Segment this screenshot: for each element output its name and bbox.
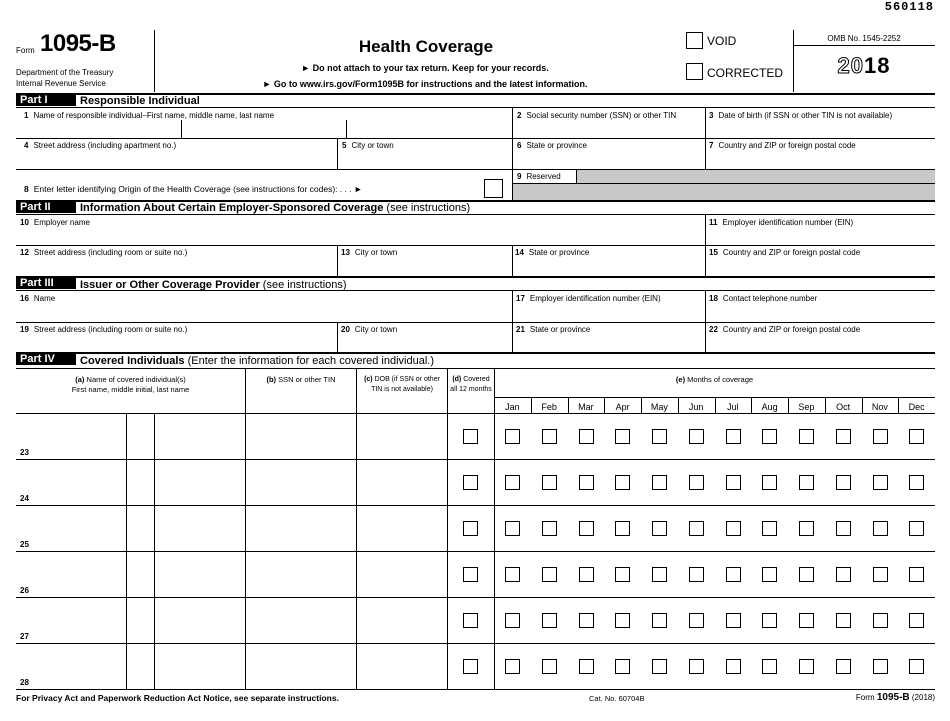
month-checkbox-dec[interactable] <box>909 521 924 536</box>
covered-all-12-months-checkbox[interactable] <box>463 429 478 444</box>
footer-form-id <box>856 692 935 703</box>
field12-label: 12 Street address (including room or suite no.) <box>20 248 188 257</box>
month-checkbox-jan[interactable] <box>505 475 520 490</box>
month-checkbox-jun[interactable] <box>689 613 704 628</box>
field8-origin-input[interactable] <box>484 179 503 198</box>
field17-label: 17 Employer identification number (EIN) <box>516 294 661 303</box>
part4-title-main: Covered Individuals <box>80 355 185 367</box>
month-checkbox-oct[interactable] <box>836 567 851 582</box>
name-last-input[interactable] <box>155 506 245 550</box>
month-checkbox-aug[interactable] <box>762 567 777 582</box>
month-checkbox-oct[interactable] <box>836 659 851 674</box>
month-checkbox-aug[interactable] <box>762 429 777 444</box>
instruction-go-to: ► Go to www.irs.gov/Form1095B for instructions and the latest information. <box>262 79 588 89</box>
col-a-header: (a) Name of covered individual(s) First name, middle initial, last name <box>71 375 190 394</box>
part4-title-note: (Enter the information for each covered individual.) <box>184 355 434 367</box>
field2-label: 2 Social security number (SSN) or other TIN <box>517 111 677 120</box>
month-header-aug: Aug <box>761 402 778 412</box>
month-checkbox-dec[interactable] <box>909 429 924 444</box>
month-checkbox-nov[interactable] <box>873 429 888 444</box>
part2-tag: Part II <box>16 201 76 213</box>
covered-all-12-months-checkbox[interactable] <box>463 613 478 628</box>
corrected-label: CORRECTED <box>707 66 784 80</box>
name-middle-input[interactable] <box>127 506 154 550</box>
month-checkbox-jun[interactable] <box>689 475 704 490</box>
month-checkbox-jul[interactable] <box>726 475 741 490</box>
col-d-header: (d) Covered all 12 months <box>450 376 492 393</box>
month-checkbox-nov[interactable] <box>873 659 888 674</box>
month-checkbox-feb[interactable] <box>542 659 557 674</box>
month-checkbox-jan[interactable] <box>505 429 520 444</box>
month-header-sep: Sep <box>798 402 815 412</box>
name-first-input[interactable] <box>16 460 126 504</box>
tax-year <box>793 53 935 79</box>
month-checkbox-may[interactable] <box>652 567 667 582</box>
footer-form-number: 1095-B <box>876 692 910 703</box>
footer-form-word: Form <box>855 693 875 702</box>
serial-number: 560118 <box>884 0 934 14</box>
covered-all-12-months-checkbox[interactable] <box>463 659 478 674</box>
reserved-shaded <box>577 170 935 183</box>
month-header-oct: Oct <box>836 402 851 412</box>
month-checkbox-may[interactable] <box>652 613 667 628</box>
month-header-jun: Jun <box>688 402 704 412</box>
col-c-header: (c) DOB (if SSN or other TIN is not available) <box>364 376 440 393</box>
part4-title <box>80 355 434 367</box>
month-checkbox-jul[interactable] <box>726 429 741 444</box>
month-checkbox-feb[interactable] <box>542 475 557 490</box>
month-checkbox-oct[interactable] <box>836 429 851 444</box>
part2-title-note: (see instructions) <box>383 202 471 214</box>
month-checkbox-aug[interactable] <box>762 613 777 628</box>
field1-input[interactable] <box>16 121 511 137</box>
name-first-input[interactable] <box>16 644 126 688</box>
month-checkbox-dec[interactable] <box>909 475 924 490</box>
reserved-shaded-lower <box>513 184 935 200</box>
form-title: Health Coverage <box>358 37 494 56</box>
field11-label: 11 Employer identification number (EIN) <box>709 218 854 227</box>
month-checkbox-apr[interactable] <box>615 475 630 490</box>
cat-number: Cat. No. 60704B <box>589 694 645 703</box>
dob-input[interactable] <box>357 414 447 458</box>
field1-label: 1 Name of responsible individual–First name, middle name, last name <box>24 111 275 120</box>
month-checkbox-jun[interactable] <box>689 521 704 536</box>
month-checkbox-apr[interactable] <box>615 429 630 444</box>
dob-input[interactable] <box>357 644 447 688</box>
month-header-mar: Mar <box>578 402 594 412</box>
part2-title <box>80 202 470 214</box>
month-checkbox-nov[interactable] <box>873 475 888 490</box>
name-last-input[interactable] <box>155 552 245 596</box>
month-checkbox-jun[interactable] <box>689 429 704 444</box>
part1-title: Responsible Individual <box>80 95 200 107</box>
month-checkbox-oct[interactable] <box>836 613 851 628</box>
name-last-input[interactable] <box>155 460 245 504</box>
month-checkbox-sep[interactable] <box>799 567 814 582</box>
month-checkbox-sep[interactable] <box>799 475 814 490</box>
dept-irs: Internal Revenue Service <box>16 79 106 88</box>
dob-input[interactable] <box>357 598 447 642</box>
month-checkbox-may[interactable] <box>652 429 667 444</box>
month-checkbox-apr[interactable] <box>615 567 630 582</box>
field9-label: 9 Reserved <box>517 172 561 181</box>
field8-label: 8 Enter letter identifying Origin of the Health Coverage (see instructions for codes): . . . ► <box>24 184 363 194</box>
ssn-input[interactable] <box>246 552 356 596</box>
ssn-input[interactable] <box>246 460 356 504</box>
covered-all-12-months-checkbox[interactable] <box>463 475 478 490</box>
field16-label: 16 Name <box>20 294 56 303</box>
month-checkbox-feb[interactable] <box>542 429 557 444</box>
month-header-apr: Apr <box>615 402 630 412</box>
field6-label: 6 State or province <box>517 141 587 150</box>
field10-label: 10 Employer name <box>20 218 90 227</box>
instruction-do-not-attach: ► Do not attach to your tax return. Keep for your records. <box>301 63 549 73</box>
month-checkbox-jul[interactable] <box>726 659 741 674</box>
month-checkbox-oct[interactable] <box>836 475 851 490</box>
month-checkbox-jan[interactable] <box>505 521 520 536</box>
ssn-input[interactable] <box>246 598 356 642</box>
month-checkbox-jul[interactable] <box>726 613 741 628</box>
name-first-input[interactable] <box>16 598 126 642</box>
field20-label: 20 City or town <box>341 325 398 334</box>
part2-title-main: Information About Certain Employer-Sponsored Coverage <box>80 202 384 214</box>
field3-label: 3 Date of birth (if SSN or other TIN is not available) <box>709 111 893 120</box>
month-checkbox-jul[interactable] <box>726 567 741 582</box>
form-word: Form <box>16 46 35 55</box>
footer-form-year: (2018) <box>911 693 935 702</box>
dept-treasury: Department of the Treasury <box>16 68 114 77</box>
month-checkbox-nov[interactable] <box>873 521 888 536</box>
omb-number: OMB No. 1545-2252 <box>827 34 901 43</box>
month-checkbox-mar[interactable] <box>579 521 594 536</box>
month-checkbox-jul[interactable] <box>726 521 741 536</box>
month-checkbox-mar[interactable] <box>579 429 594 444</box>
month-checkbox-apr[interactable] <box>615 613 630 628</box>
month-checkbox-mar[interactable] <box>579 659 594 674</box>
month-checkbox-jun[interactable] <box>689 659 704 674</box>
row-number: 26 <box>20 586 29 595</box>
month-checkbox-may[interactable] <box>652 475 667 490</box>
row-number: 28 <box>20 678 29 687</box>
month-checkbox-feb[interactable] <box>542 613 557 628</box>
col-e-header: (e) Months of coverage <box>675 375 754 384</box>
part3-title-note: (see instructions) <box>259 279 347 291</box>
month-checkbox-sep[interactable] <box>799 659 814 674</box>
month-checkbox-sep[interactable] <box>799 429 814 444</box>
month-checkbox-apr[interactable] <box>615 521 630 536</box>
row-number: 25 <box>20 540 29 549</box>
part3-title-main: Issuer or Other Coverage Provider <box>80 279 260 291</box>
month-checkbox-nov[interactable] <box>873 613 888 628</box>
dob-input[interactable] <box>357 552 447 596</box>
month-checkbox-jan[interactable] <box>505 659 520 674</box>
month-header-may: May <box>650 402 668 412</box>
ssn-input[interactable] <box>246 506 356 550</box>
void-checkbox[interactable] <box>686 32 703 49</box>
month-checkbox-sep[interactable] <box>799 521 814 536</box>
month-header-nov: Nov <box>871 402 888 412</box>
month-checkbox-dec[interactable] <box>909 567 924 582</box>
month-checkbox-aug[interactable] <box>762 659 777 674</box>
field18-label: 18 Contact telephone number <box>709 294 818 303</box>
month-checkbox-feb[interactable] <box>542 567 557 582</box>
month-header-feb: Feb <box>541 402 557 412</box>
name-first-input[interactable] <box>16 414 126 458</box>
month-checkbox-mar[interactable] <box>579 475 594 490</box>
field21-label: 21 State or province <box>516 325 591 334</box>
col-b-header: (b) SSN or other TIN <box>266 375 336 384</box>
field5-label: 5 City or town <box>342 141 394 150</box>
month-checkbox-mar[interactable] <box>579 567 594 582</box>
covered-all-12-months-checkbox[interactable] <box>463 521 478 536</box>
name-middle-input[interactable] <box>127 552 154 596</box>
month-checkbox-dec[interactable] <box>909 659 924 674</box>
month-checkbox-oct[interactable] <box>836 521 851 536</box>
field4-label: 4 Street address (including apartment no.) <box>24 141 177 150</box>
covered-all-12-months-checkbox[interactable] <box>463 567 478 582</box>
name-middle-input[interactable] <box>127 598 154 642</box>
ssn-input[interactable] <box>246 414 356 458</box>
tax-year-century: 20 <box>837 53 864 78</box>
part4-tag: Part IV <box>16 353 76 365</box>
field22-label: 22 Country and ZIP or foreign postal code <box>709 325 861 334</box>
name-first-input[interactable] <box>16 552 126 596</box>
name-first-input[interactable] <box>16 506 126 550</box>
month-header-jan: Jan <box>505 402 520 412</box>
month-checkbox-feb[interactable] <box>542 521 557 536</box>
month-checkbox-may[interactable] <box>652 659 667 674</box>
month-checkbox-dec[interactable] <box>909 613 924 628</box>
tax-year-digits: 18 <box>864 53 891 78</box>
void-label: VOID <box>707 34 737 48</box>
month-checkbox-jun[interactable] <box>689 567 704 582</box>
field19-label: 19 Street address (including room or suite no.) <box>20 325 188 334</box>
month-checkbox-mar[interactable] <box>579 613 594 628</box>
month-header-dec: Dec <box>908 402 925 412</box>
field15-label: 15 Country and ZIP or foreign postal code <box>709 248 861 257</box>
row-number: 23 <box>20 448 29 457</box>
corrected-checkbox[interactable] <box>686 63 703 80</box>
month-header-jul: Jul <box>727 402 739 412</box>
form-number: 1095-B <box>40 30 116 57</box>
row-number: 27 <box>20 632 29 641</box>
dob-input[interactable] <box>357 460 447 504</box>
month-checkbox-aug[interactable] <box>762 521 777 536</box>
name-last-input[interactable] <box>155 414 245 458</box>
part1-tag: Part I <box>16 94 76 106</box>
name-middle-input[interactable] <box>127 460 154 504</box>
month-checkbox-aug[interactable] <box>762 475 777 490</box>
field7-label: 7 Country and ZIP or foreign postal code <box>709 141 856 150</box>
privacy-notice: For Privacy Act and Paperwork Reduction Act Notice, see separate instructions. <box>16 693 339 703</box>
month-checkbox-sep[interactable] <box>799 613 814 628</box>
name-last-input[interactable] <box>155 598 245 642</box>
month-checkbox-may[interactable] <box>652 521 667 536</box>
part3-tag: Part III <box>16 277 76 289</box>
field14-label: 14 State or province <box>515 248 590 257</box>
name-last-input[interactable] <box>155 644 245 688</box>
name-middle-input[interactable] <box>127 644 154 688</box>
name-middle-input[interactable] <box>127 414 154 458</box>
dob-input[interactable] <box>357 506 447 550</box>
month-checkbox-nov[interactable] <box>873 567 888 582</box>
ssn-input[interactable] <box>246 644 356 688</box>
field13-label: 13 City or town <box>341 248 398 257</box>
month-checkbox-jan[interactable] <box>505 567 520 582</box>
month-checkbox-apr[interactable] <box>615 659 630 674</box>
row-number: 24 <box>20 494 29 503</box>
month-checkbox-jan[interactable] <box>505 613 520 628</box>
